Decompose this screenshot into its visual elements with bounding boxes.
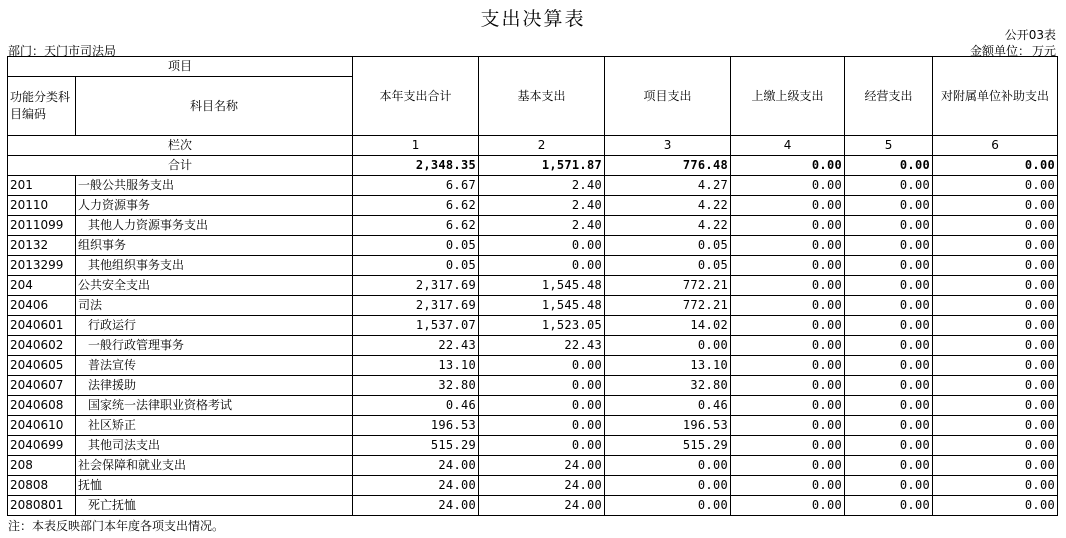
row-value: 2,317.69: [353, 296, 479, 316]
header-code: 功能分类科目编码: [8, 77, 76, 136]
department-label: 部门：天门市司法局: [8, 44, 117, 58]
table-code: 公开03表: [1004, 28, 1056, 42]
row-value: 0.00: [731, 236, 845, 256]
row-value: 0.00: [479, 416, 605, 436]
row-value: 4.22: [605, 216, 731, 236]
col-seq-row: [8, 136, 1058, 156]
row-name: 死亡抚恤: [76, 496, 353, 516]
row-code: 2040605: [8, 356, 76, 376]
row-value: 0.00: [933, 236, 1058, 256]
row-value: 0.00: [479, 396, 605, 416]
table-row: [8, 236, 1058, 256]
table-row: [8, 296, 1058, 316]
row-value: 0.00: [845, 316, 933, 336]
row-code: 20132: [8, 236, 76, 256]
row-value: 196.53: [605, 416, 731, 436]
row-value: 0.46: [605, 396, 731, 416]
row-value: 0.00: [933, 256, 1058, 276]
row-name: 国家统一法律职业资格考试: [76, 396, 353, 416]
row-value: 0.00: [731, 396, 845, 416]
row-value: 515.29: [353, 436, 479, 456]
row-value: 0.00: [845, 296, 933, 316]
table-row: [8, 276, 1058, 296]
row-value: 0.00: [933, 436, 1058, 456]
row-value: 32.80: [353, 376, 479, 396]
row-name: 法律援助: [76, 376, 353, 396]
row-value: 22.43: [353, 336, 479, 356]
row-value: 0.00: [605, 496, 731, 516]
row-value: 0.00: [845, 476, 933, 496]
row-value: 24.00: [353, 456, 479, 476]
unit-value: 万元: [1031, 44, 1056, 58]
row-value: 0.00: [845, 176, 933, 196]
row-value: 196.53: [353, 416, 479, 436]
header-col-5: 经营支出: [845, 57, 933, 136]
row-value: 0.00: [933, 496, 1058, 516]
row-value: 0.00: [845, 496, 933, 516]
row-value: 4.27: [605, 176, 731, 196]
col-seq-label: 栏次: [8, 136, 353, 156]
row-value: 1,523.05: [479, 316, 605, 336]
row-value: 2.40: [479, 216, 605, 236]
row-value: 0.46: [353, 396, 479, 416]
row-value: 0.00: [479, 376, 605, 396]
total-label: 合计: [8, 156, 353, 176]
page-title: 支出决算表: [480, 8, 586, 30]
row-name: 社区矫正: [76, 416, 353, 436]
row-value: 13.10: [353, 356, 479, 376]
row-value: 0.05: [353, 236, 479, 256]
col-seq: 1: [353, 136, 479, 156]
row-value: 0.00: [479, 436, 605, 456]
header-col-6: 对附属单位补助支出: [933, 57, 1058, 136]
table-row: [8, 196, 1058, 216]
table-row: [8, 476, 1058, 496]
row-value: 0.00: [845, 436, 933, 456]
row-code: 2040610: [8, 416, 76, 436]
row-name: 一般行政管理事务: [76, 336, 353, 356]
row-value: 0.00: [731, 296, 845, 316]
total-value: 776.48: [605, 156, 731, 176]
row-name: 抚恤: [76, 476, 353, 496]
row-value: 0.00: [933, 416, 1058, 436]
row-value: 772.21: [605, 276, 731, 296]
row-value: 0.00: [845, 376, 933, 396]
row-value: 0.00: [731, 276, 845, 296]
row-value: 2,317.69: [353, 276, 479, 296]
row-value: 0.00: [933, 356, 1058, 376]
row-value: 0.00: [845, 456, 933, 476]
row-value: 0.00: [845, 236, 933, 256]
table-row: [8, 356, 1058, 376]
row-value: 0.00: [731, 196, 845, 216]
row-value: 0.00: [933, 296, 1058, 316]
table-row: [8, 496, 1058, 516]
row-value: 24.00: [353, 496, 479, 516]
row-value: 0.00: [933, 176, 1058, 196]
row-value: 0.00: [479, 236, 605, 256]
row-value: 0.00: [479, 256, 605, 276]
row-value: 14.02: [605, 316, 731, 336]
row-code: 2040699: [8, 436, 76, 456]
header-col-1: 本年支出合计: [353, 57, 479, 136]
row-name: 司法: [76, 296, 353, 316]
header-name: 科目名称: [76, 77, 353, 136]
row-value: 0.00: [731, 416, 845, 436]
row-name: 公共安全支出: [76, 276, 353, 296]
table-row: [8, 256, 1058, 276]
row-value: 0.00: [731, 336, 845, 356]
table-row: [8, 316, 1058, 336]
row-code: 2011099: [8, 216, 76, 236]
row-value: 0.00: [933, 336, 1058, 356]
row-name: 组织事务: [76, 236, 353, 256]
row-value: 0.00: [845, 256, 933, 276]
header-col-3: 项目支出: [605, 57, 731, 136]
row-value: 0.00: [731, 216, 845, 236]
row-value: 2.40: [479, 176, 605, 196]
total-value: 2,348.35: [353, 156, 479, 176]
row-value: 0.00: [933, 476, 1058, 496]
col-seq: 4: [731, 136, 845, 156]
row-code: 2040601: [8, 316, 76, 336]
row-value: 0.00: [731, 176, 845, 196]
row-value: 6.62: [353, 196, 479, 216]
row-value: 0.00: [933, 396, 1058, 416]
row-code: 20406: [8, 296, 76, 316]
expenditure-table: [7, 56, 1058, 516]
total-value: 0.00: [845, 156, 933, 176]
total-row: [8, 156, 1058, 176]
table-row: [8, 396, 1058, 416]
row-value: 1,545.48: [479, 276, 605, 296]
table-row: [8, 376, 1058, 396]
col-seq: 3: [605, 136, 731, 156]
unit-prefix: 金额单位：: [969, 44, 1030, 58]
row-value: 2.40: [479, 196, 605, 216]
col-seq: 5: [845, 136, 933, 156]
row-value: 0.00: [605, 456, 731, 476]
header-row-1: [8, 57, 1058, 77]
table-row: [8, 436, 1058, 456]
row-code: 20808: [8, 476, 76, 496]
row-value: 6.62: [353, 216, 479, 236]
row-value: 0.00: [845, 416, 933, 436]
row-name: 社会保障和就业支出: [76, 456, 353, 476]
row-value: 0.00: [845, 276, 933, 296]
row-value: 24.00: [479, 496, 605, 516]
row-value: 0.00: [731, 476, 845, 496]
row-value: 0.00: [731, 376, 845, 396]
row-value: 0.00: [933, 376, 1058, 396]
row-value: 0.05: [605, 236, 731, 256]
row-code: 208: [8, 456, 76, 476]
col-seq: 6: [933, 136, 1058, 156]
total-value: 0.00: [731, 156, 845, 176]
row-value: 0.00: [933, 216, 1058, 236]
row-name: 其他司法支出: [76, 436, 353, 456]
row-value: 4.22: [605, 196, 731, 216]
header-col-2: 基本支出: [479, 57, 605, 136]
row-code: 2013299: [8, 256, 76, 276]
row-value: 0.05: [353, 256, 479, 276]
row-value: 22.43: [479, 336, 605, 356]
row-value: 0.05: [605, 256, 731, 276]
row-value: 24.00: [479, 456, 605, 476]
row-value: 32.80: [605, 376, 731, 396]
row-code: 201: [8, 176, 76, 196]
row-value: 0.00: [731, 436, 845, 456]
row-code: 2040608: [8, 396, 76, 416]
row-value: 6.67: [353, 176, 479, 196]
row-value: 1,545.48: [479, 296, 605, 316]
table-row: [8, 216, 1058, 236]
row-code: 2040602: [8, 336, 76, 356]
table-row: [8, 336, 1058, 356]
row-name: 其他人力资源事务支出: [76, 216, 353, 236]
row-name: 普法宣传: [76, 356, 353, 376]
row-value: 24.00: [479, 476, 605, 496]
col-seq: 2: [479, 136, 605, 156]
row-value: 0.00: [731, 356, 845, 376]
row-code: 2080801: [8, 496, 76, 516]
row-value: 0.00: [731, 456, 845, 476]
header-item: 项目: [8, 57, 353, 77]
row-value: 0.00: [605, 336, 731, 356]
row-value: 0.00: [933, 456, 1058, 476]
row-value: 0.00: [933, 276, 1058, 296]
row-value: 0.00: [933, 316, 1058, 336]
row-value: 13.10: [605, 356, 731, 376]
row-name: 人力资源事务: [76, 196, 353, 216]
row-value: 0.00: [933, 196, 1058, 216]
row-value: 0.00: [845, 196, 933, 216]
row-value: 0.00: [731, 316, 845, 336]
row-code: 204: [8, 276, 76, 296]
row-value: 772.21: [605, 296, 731, 316]
row-name: 其他组织事务支出: [76, 256, 353, 276]
total-value: 1,571.87: [479, 156, 605, 176]
row-name: 一般公共服务支出: [76, 176, 353, 196]
row-value: 1,537.07: [353, 316, 479, 336]
footnote: 注：本表反映部门本年度各项支出情况。: [8, 519, 225, 533]
row-code: 20110: [8, 196, 76, 216]
row-code: 2040607: [8, 376, 76, 396]
row-value: 0.00: [845, 336, 933, 356]
header-col-4: 上缴上级支出: [731, 57, 845, 136]
row-value: 0.00: [845, 356, 933, 376]
row-value: 0.00: [845, 216, 933, 236]
total-value: 0.00: [933, 156, 1058, 176]
table-row: [8, 456, 1058, 476]
row-value: 0.00: [731, 496, 845, 516]
row-value: 0.00: [731, 256, 845, 276]
table-row: [8, 416, 1058, 436]
row-name: 行政运行: [76, 316, 353, 336]
row-value: 0.00: [845, 396, 933, 416]
row-value: 0.00: [479, 356, 605, 376]
table-row: [8, 176, 1058, 196]
row-value: 24.00: [353, 476, 479, 496]
row-value: 0.00: [605, 476, 731, 496]
row-value: 515.29: [605, 436, 731, 456]
